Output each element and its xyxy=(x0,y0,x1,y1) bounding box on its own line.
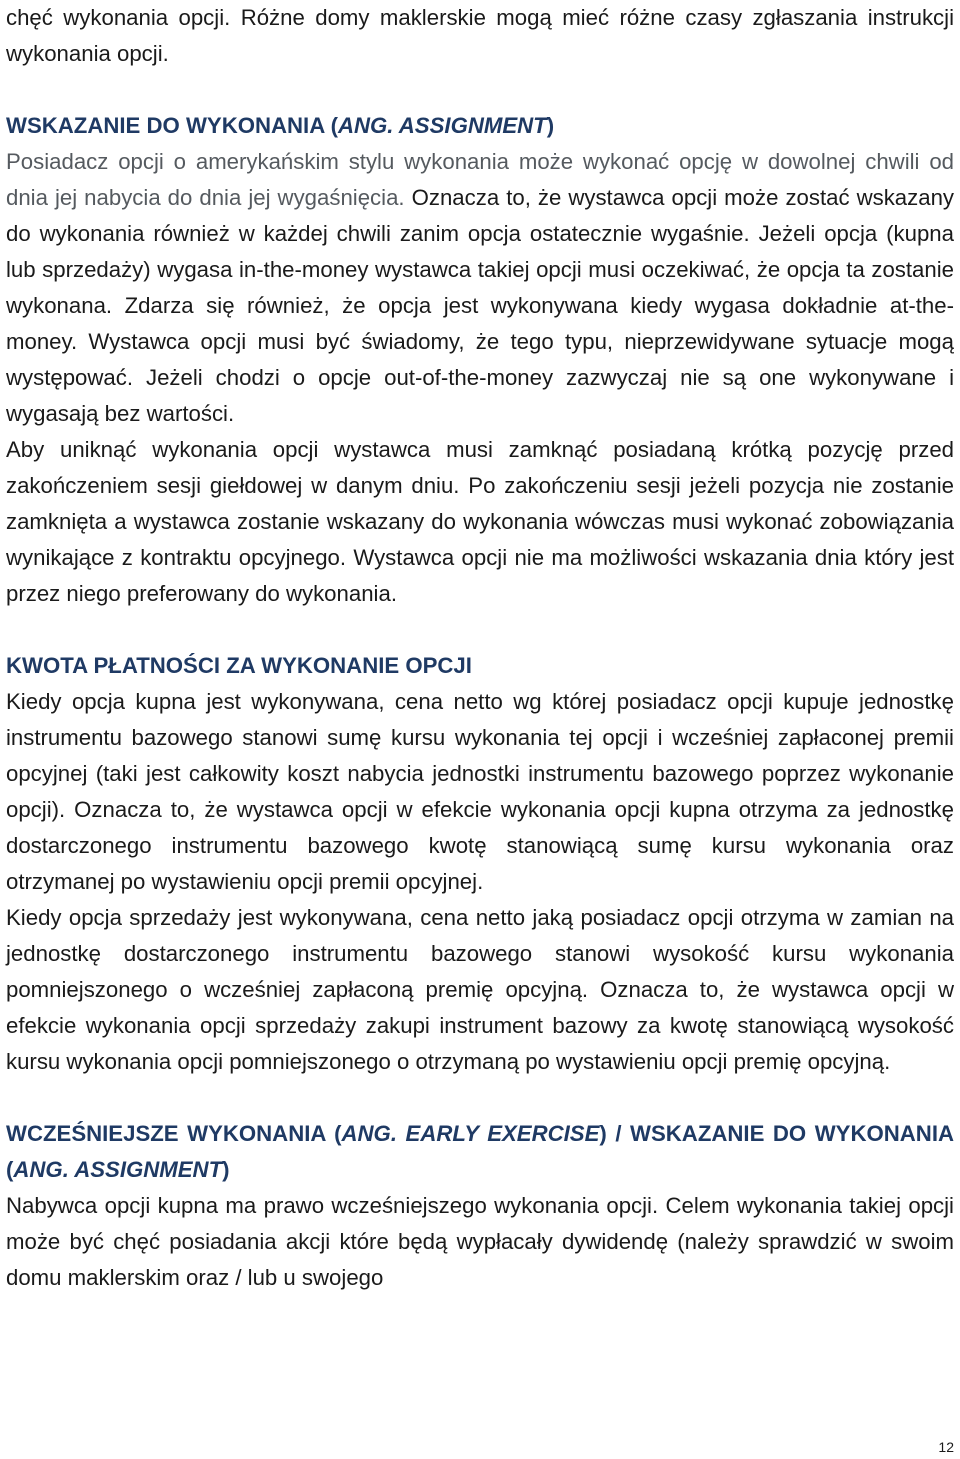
heading-part-italic: ANG. ASSIGNMENT xyxy=(337,113,547,138)
intro-paragraph xyxy=(6,0,954,72)
heading-part: ) / WSKAZANIE DO WYKONANIA ( xyxy=(6,1121,955,1182)
spacer xyxy=(6,1080,954,1116)
payment-paragraph-1: Kiedy opcja kupna jest wykonywana, cena netto wg której posiadacz opcji kupuje jednostkę instrumentu bazowego stanowi sumę kursu wykonania tej opcji i wcześniej zapłaconej premii opcyjnej (taki jest całkowity koszt nabycia jednostki instrumentu bazowego poprzez wykonanie opcji). Oznacza to, że wystawca opcji w efekcie wykonania opcji kupna otrzyma za jednostkę dostarczonego instrumentu bazowego kwotę stanowiącą sumę kursu wykonania oraz otrzymanej po wystawieniu opcji premii opcyjnej. xyxy=(6,689,954,894)
heading-part: ) xyxy=(546,113,555,138)
spacer xyxy=(6,612,954,648)
assignment-paragraph-1 xyxy=(6,144,954,432)
section-heading-early-exercise xyxy=(6,1116,954,1188)
heading-part-italic: ANG. ASSIGNMENT xyxy=(13,1157,223,1182)
assignment-text: Oznacza to, że wystawca opcji może zostać wskazany do wykonania również w każdej chwili zanim opcja ostatecznie wygaśnie. Jeżeli opcja (kupna lub sprzedaży) wygasa in-the-money wystawca takiej opcji musi oczekiwać, że opcja ta zostanie wykonana. Zdarza się również, że opcja jest wykonywana kiedy wygasa dokładnie at-the-money. Wystawca opcji musi być świadomy, że tego typu, nieprzewidywane sytuacje mogą występować. Jeżeli chodzi o opcje out-of-the-money zazwyczaj nie są one wykonywane i wygasają bez wartości. xyxy=(6,185,954,426)
assignment-text-gray: Posiadacz opcji o amerykańskim stylu wykonania może wykonać opcję w dowolnej chwili od dnia jej nabycia do dnia jej wygaśnięcia. xyxy=(6,149,954,210)
early-exercise-paragraph: Nabywca opcji kupna ma prawo wcześniejszego wykonania opcji. Celem wykonania takiej opcji może być chęć posiadania akcji które będą wypłacały dywidendę (należy sprawdzić w swoim domu maklerskim oraz / lub u swojego xyxy=(6,1193,954,1290)
page-number: 12 xyxy=(938,1439,954,1455)
assignment-paragraph-2: Aby uniknąć wykonania opcji wystawca musi zamknąć posiadaną krótką pozycję przed zakończeniem sesji giełdowej w danym dniu. Po zakończeniu sesji jeżeli pozycja nie zostanie zamknięta a wystawca zostanie wskazany do wykonania wówczas musi wykonać zobowiązania wynikające z kontraktu opcyjnego. Wystawca opcji nie ma możliwości wskazania dnia który jest przez niego preferowany do wykonania. xyxy=(6,437,954,606)
section-heading-payment: KWOTA PŁATNOŚCI ZA WYKONANIE OPCJI xyxy=(6,653,472,678)
heading-part: WCZEŚNIEJSZE WYKONANIA ( xyxy=(6,1121,342,1146)
payment-paragraph-2: Kiedy opcja sprzedaży jest wykonywana, cena netto jaką posiadacz opcji otrzyma w zamian na jednostkę dostarczonego instrumentu bazowego stanowi wysokość kursu wykonania pomniejszonego o wcześniej zapłaconą premię opcyjną. Oznacza to, że wystawca opcji w efekcie wykonania opcji sprzedaży zakupi instrument bazowy za kwotę stanowiącą wysokość kursu wykonania opcji pomniejszonego o otrzymaną po wystawieniu opcji premię opcyjną. xyxy=(6,905,954,1074)
spacer xyxy=(6,72,954,108)
heading-part: ) xyxy=(222,1157,230,1182)
document-page xyxy=(6,0,954,1296)
heading-part-italic: ANG. EARLY EXERCISE xyxy=(341,1121,600,1146)
section-heading-assignment xyxy=(6,108,954,144)
heading-part: WSKAZANIE DO WYKONANIA ( xyxy=(6,113,338,138)
intro-text: chęć wykonania opcji. Różne domy maklerskie mogą mieć różne czasy zgłaszania instrukcji wykonania opcji. xyxy=(6,5,954,66)
